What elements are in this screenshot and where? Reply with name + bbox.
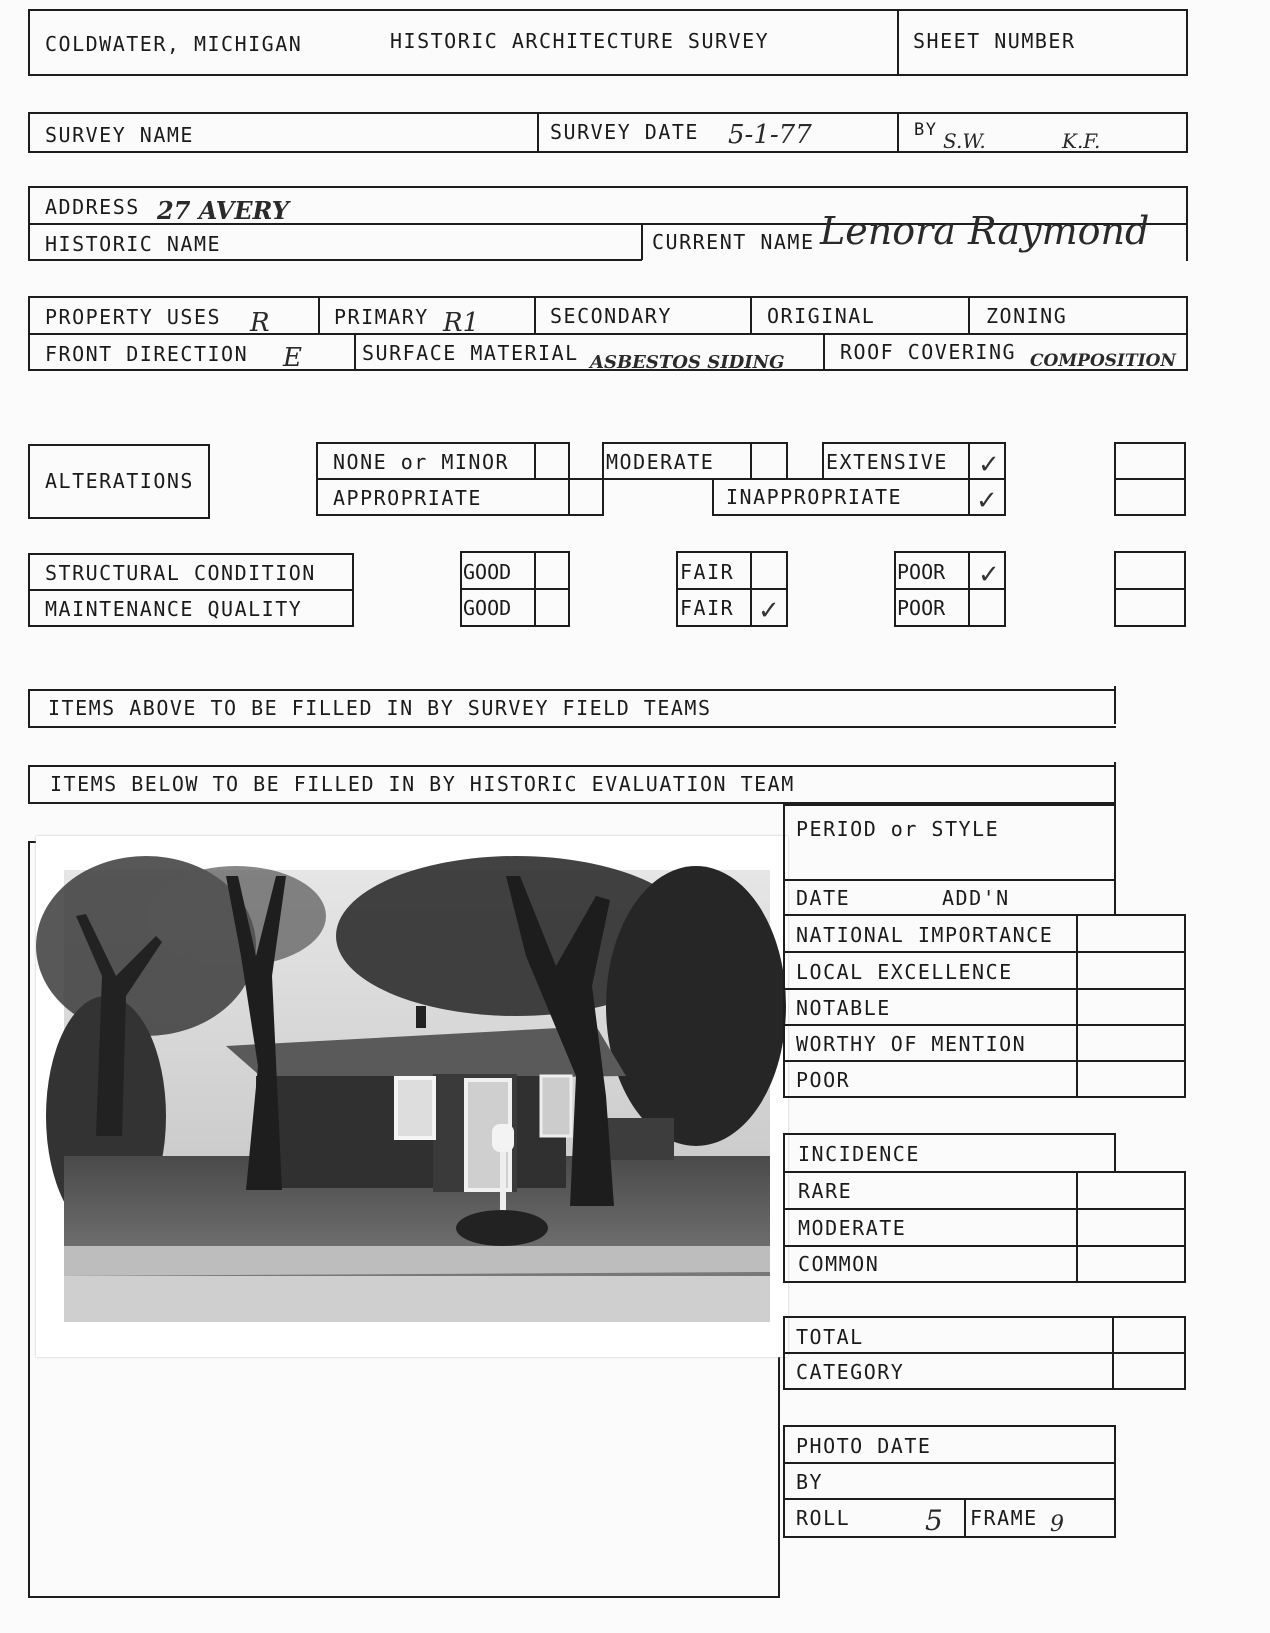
- property-right-line: [1186, 296, 1188, 371]
- property-divider-4: [968, 296, 970, 334]
- address-label: ADDRESS: [45, 195, 140, 219]
- notes-above-text: ITEMS ABOVE TO BE FILLED IN BY SURVEY FIELD TEAMS: [48, 696, 712, 720]
- primary-label: PRIMARY: [334, 305, 429, 329]
- alt-inappropriate-check-divider: [968, 478, 970, 516]
- structural-poor-checkmark: ✓: [978, 560, 1000, 590]
- roll-label: ROLL: [796, 1506, 851, 1530]
- address-divider: [641, 223, 643, 260]
- alt-side-box-divider: [1114, 478, 1186, 480]
- survey-left-line: [28, 112, 30, 152]
- survey-top-line: [28, 112, 1188, 114]
- photo-mount: [36, 836, 788, 1357]
- photo-date-label: PHOTO DATE: [796, 1434, 932, 1458]
- address-value: 27 AVERY: [157, 196, 289, 225]
- incidence-moderate-label: MODERATE: [798, 1216, 907, 1240]
- sheet-number-label: SHEET NUMBER: [913, 29, 1076, 53]
- frame-label: FRAME: [970, 1506, 1038, 1530]
- photo-info-row-line-1: [783, 1462, 1116, 1464]
- condition-label-divider: [28, 589, 354, 591]
- structural-condition-label: STRUCTURAL CONDITION: [45, 561, 316, 585]
- front-direction-label: FRONT DIRECTION: [45, 342, 249, 366]
- structural-poor-label: POOR: [897, 560, 946, 584]
- notes-below-left-line: [28, 765, 30, 803]
- alterations-label: ALTERATIONS: [45, 469, 194, 493]
- period-style-divider: [783, 879, 1116, 881]
- house-photograph: [36, 836, 788, 1357]
- frame-value: 9: [1050, 1512, 1064, 1537]
- local-excellence-label: LOCAL EXCELLENCE: [796, 960, 1013, 984]
- importance-row-line-3: [783, 1024, 1186, 1026]
- photo-info-row-line-2: [783, 1498, 1116, 1500]
- notable-label: NOTABLE: [796, 996, 891, 1020]
- property-divider-5: [354, 333, 356, 371]
- alt-none-minor-check-divider: [534, 442, 536, 480]
- property-divider-2: [534, 296, 536, 334]
- alt-moderate-label: MODERATE: [606, 450, 715, 474]
- property-left-line: [28, 296, 30, 371]
- front-direction-value: E: [283, 343, 302, 373]
- notes-above-bottom-line: [28, 726, 1116, 728]
- maintenance-fair-checkmark: ✓: [758, 596, 780, 626]
- roll-value: 5: [925, 1504, 943, 1537]
- notes-above-right-line: [1114, 686, 1116, 724]
- structural-fair-label: FAIR: [680, 560, 735, 584]
- roof-covering-value: COMPOSITION: [1030, 351, 1176, 371]
- address-top-line: [28, 186, 1188, 188]
- property-uses-label: PROPERTY USES: [45, 305, 222, 329]
- rare-label: RARE: [798, 1179, 853, 1203]
- alt-moderate-check-divider: [750, 442, 752, 480]
- notes-below-top-line: [28, 765, 1116, 767]
- survey-divider-1: [537, 112, 539, 152]
- property-divider-3: [750, 296, 752, 334]
- alt-extensive-checkmark: ✓: [978, 450, 1000, 480]
- good-box-divider: [460, 588, 570, 590]
- date-label: DATE: [796, 886, 851, 910]
- address-left-line: [28, 186, 30, 261]
- photo-by-label: BY: [796, 1470, 824, 1494]
- maintenance-good-label: GOOD: [463, 596, 512, 620]
- property-top-line: [28, 296, 1188, 298]
- surface-material-label: SURFACE MATERIAL: [362, 341, 579, 365]
- alt-inappropriate-label: INAPPROPRIATE: [726, 485, 903, 509]
- survey-date-value: 5-1-77: [728, 120, 812, 150]
- current-name-value: Lenora Raymond: [820, 209, 1150, 253]
- survey-date-label: SURVEY DATE: [550, 120, 699, 144]
- original-label: ORIGINAL: [767, 304, 876, 328]
- common-label: COMMON: [798, 1252, 880, 1276]
- current-name-label: CURRENT NAME: [652, 230, 815, 254]
- historic-name-label: HISTORIC NAME: [45, 232, 222, 256]
- roof-covering-label: ROOF COVERING: [840, 340, 1017, 364]
- survey-by-label: BY: [914, 120, 938, 140]
- property-divider-6: [823, 333, 825, 371]
- survey-bottom-line: [28, 151, 1188, 153]
- property-mid-line: [28, 333, 1188, 335]
- primary-value: R1: [443, 308, 480, 338]
- alt-appropriate-label: APPROPRIATE: [333, 486, 482, 510]
- form-title: HISTORIC ARCHITECTURE SURVEY: [390, 29, 770, 53]
- total-row-line: [783, 1352, 1186, 1354]
- incidence-label: INCIDENCE: [798, 1142, 920, 1166]
- city-label: COLDWATER, MICHIGAN: [45, 32, 303, 56]
- alt-inappropriate-checkmark: ✓: [976, 486, 998, 516]
- fair-check-divider: [750, 551, 752, 627]
- survey-by-value-2: K.F.: [1062, 129, 1101, 153]
- category-label: CATEGORY: [796, 1360, 905, 1384]
- notes-below-right-line: [1114, 762, 1116, 802]
- importance-row-line-2: [783, 988, 1186, 990]
- survey-by-value-1: S.W.: [943, 129, 986, 153]
- structural-good-label: GOOD: [463, 560, 512, 584]
- survey-divider-2: [897, 112, 899, 152]
- national-importance-label: NATIONAL IMPORTANCE: [796, 923, 1054, 947]
- address-right-line: [1186, 186, 1188, 261]
- incidence-row-line-2: [783, 1245, 1186, 1247]
- importance-score-divider: [1076, 914, 1078, 1098]
- notes-above-top-line: [28, 689, 1116, 691]
- survey-right-line: [1186, 112, 1188, 152]
- incidence-row-line-1: [783, 1208, 1186, 1210]
- poor-check-divider: [968, 551, 970, 627]
- secondary-label: SECONDARY: [550, 304, 672, 328]
- surface-material-value: ASBESTOS SIDING: [590, 352, 785, 373]
- maintenance-fair-label: FAIR: [680, 596, 735, 620]
- notes-below-text: ITEMS BELOW TO BE FILLED IN BY HISTORIC EVALUATION TEAM: [50, 772, 795, 796]
- notes-above-left-line: [28, 689, 30, 727]
- alt-extensive-label: EXTENSIVE: [826, 450, 948, 474]
- importance-row-line-1: [783, 951, 1186, 953]
- good-check-divider: [534, 551, 536, 627]
- period-style-label: PERIOD or STYLE: [796, 817, 1000, 841]
- incidence-score-divider: [1076, 1171, 1078, 1283]
- fair-box-divider: [676, 588, 788, 590]
- address-bottom-line: [28, 259, 642, 261]
- total-label: TOTAL: [796, 1325, 864, 1349]
- survey-name-label: SURVEY NAME: [45, 123, 194, 147]
- maintenance-quality-label: MAINTENANCE QUALITY: [45, 597, 303, 621]
- evaluation-poor-label: POOR: [796, 1068, 851, 1092]
- alt-appropriate-check-divider: [568, 478, 570, 516]
- property-uses-value: R: [250, 308, 270, 338]
- maintenance-poor-label: POOR: [897, 596, 946, 620]
- addn-label: ADD'N: [942, 886, 1010, 910]
- condition-side-box-divider: [1114, 588, 1186, 590]
- property-divider-1: [318, 296, 320, 334]
- alt-extensive-check-divider: [968, 442, 970, 480]
- zoning-label: ZONING: [986, 304, 1068, 328]
- importance-row-line-4: [783, 1060, 1186, 1062]
- header-divider: [897, 9, 899, 76]
- worthy-of-mention-label: WORTHY OF MENTION: [796, 1032, 1027, 1056]
- photo-info-frame-divider: [964, 1498, 966, 1538]
- alt-none-minor-label: NONE or MINOR: [333, 450, 510, 474]
